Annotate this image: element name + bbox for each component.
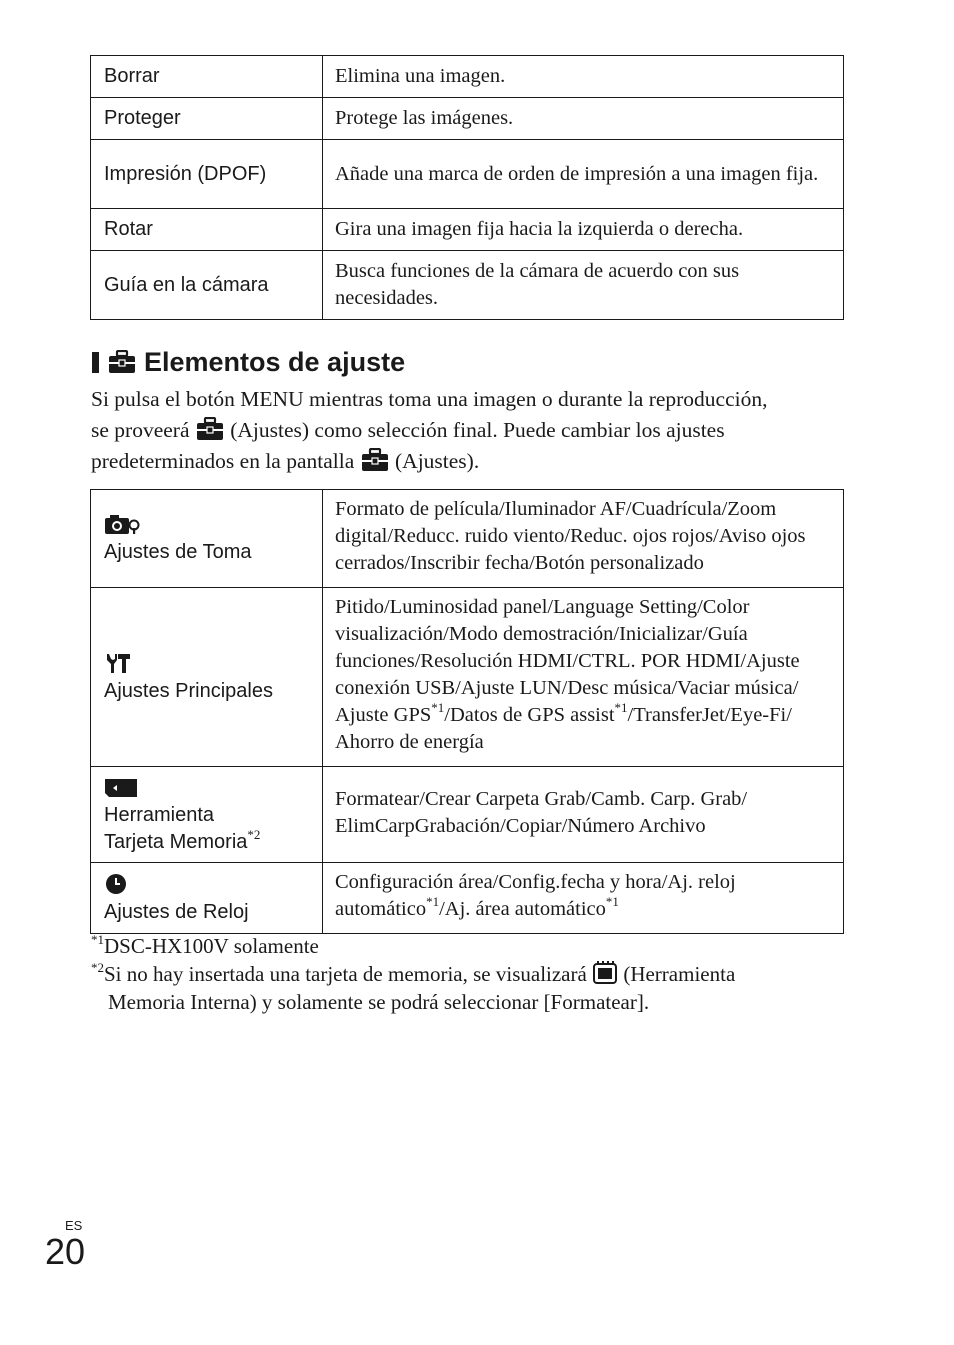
footnote-ref: *1: [605, 894, 619, 909]
table-row: [91, 251, 844, 320]
function-name: Rotar: [91, 209, 323, 251]
settings-category-label: Ajustes de Reloj: [104, 900, 249, 923]
intro-text: (Ajustes).: [395, 449, 480, 473]
settings-items: [323, 490, 844, 588]
intro-line: [91, 415, 851, 446]
table-row: [91, 490, 844, 588]
settings-category: [91, 767, 323, 863]
intro-paragraph: [91, 384, 851, 477]
function-name: Impresión (DPOF): [91, 140, 323, 209]
footnote-ref: *1: [614, 700, 628, 715]
settings-category: [91, 588, 323, 767]
function-description: Elimina una imagen.: [323, 56, 844, 98]
settings-category-label: Ajustes de Toma: [104, 541, 252, 563]
settings-category-label: Herramienta: [104, 803, 215, 826]
settings-items-text: [335, 863, 831, 933]
footnote-mark: *2: [91, 960, 104, 975]
function-description: Protege las imágenes.: [323, 98, 844, 140]
toolbox-icon: [195, 417, 225, 441]
function-description: Gira una imagen fija hacia la izquierda o derecha.: [323, 209, 844, 251]
function-description: Añade una marca de orden de impresión a una imagen fija.: [323, 140, 844, 209]
table-row: [91, 140, 844, 209]
language-code: ES: [65, 1218, 83, 1233]
function-description: Busca funciones de la cámara de acuerdo con sus necesidades.: [323, 251, 844, 320]
footnotes: [91, 932, 851, 1016]
settings-table: [90, 489, 844, 934]
settings-category: [91, 863, 323, 934]
settings-items-part: Pitido/Luminosidad panel/Language Setting/Color visualización/Modo demostración/Inicializar/Guía funciones/Resolución HDMI/CTRL. POR HDMI/Ajuste conexión USB/Ajuste LUN/Desc música/Vaciar música/ Ajuste GPS: [335, 596, 800, 726]
toolbox-icon: [108, 350, 136, 374]
footnote-text: Si no hay insertada una tarjeta de memoria, se visualizará: [104, 962, 587, 986]
footnote: [91, 960, 851, 988]
settings-items-text: [335, 588, 831, 766]
table-row: [91, 767, 844, 863]
footnote-text: (Herramienta: [623, 962, 736, 986]
toolbox-icon: [360, 448, 390, 472]
settings-items-part: /Aj. área automático: [439, 898, 606, 920]
intro-text: (Ajustes) como selección final. Puede cambiar los ajustes: [230, 418, 725, 442]
functions-table: [90, 55, 844, 320]
table-row: [91, 588, 844, 767]
table-row: [91, 98, 844, 140]
intro-text: predeterminados en la pantalla: [91, 449, 355, 473]
settings-items: [323, 863, 844, 934]
settings-items-text: Formato de película/Iluminador AF/Cuadrícula/Zoom digital/Reducc. ruido viento/Reduc. ojos rojos/Aviso ojos cerrados/Inscribir fecha/Botón personalizado: [335, 498, 806, 574]
intro-line: Si pulsa el botón MENU mientras toma una imagen o durante la reproducción,: [91, 387, 768, 411]
memory-card-icon: [104, 776, 140, 798]
function-name: Guía en la cámara: [91, 251, 323, 320]
settings-items-part: Configuración área/Config.fecha y hora/Aj. reloj automático: [335, 871, 736, 920]
function-name: Proteger: [91, 98, 323, 140]
intro-line: [91, 446, 851, 477]
page-number: 20: [45, 1231, 86, 1272]
footnote-text: DSC-HX100V solamente: [104, 934, 319, 958]
settings-items-text: Formatear/Crear Carpeta Grab/Camb. Carp. Grab/ ElimCarpGrabación/Copiar/Número Archivo: [335, 787, 748, 837]
settings-items: [323, 767, 844, 863]
section-title: Elementos de ajuste: [144, 346, 406, 377]
table-row: [91, 209, 844, 251]
footnote-mark: *1: [91, 932, 104, 947]
footnote: [91, 932, 851, 960]
intro-text: se proveerá: [91, 418, 190, 442]
tools-icon: [104, 652, 132, 674]
settings-items-part: /TransferJet/Eye-Fi/ Ahorro de energía: [335, 704, 792, 753]
settings-category: [91, 490, 323, 588]
table-row: [91, 863, 844, 934]
settings-items: [323, 588, 844, 767]
heading-marker: [92, 352, 99, 373]
internal-memory-icon: [592, 961, 618, 985]
footnote-ref: *2: [247, 826, 261, 842]
clock-icon: [104, 873, 130, 895]
table-row: [91, 56, 844, 98]
footnote-ref: *1: [431, 700, 445, 715]
footnote-ref: *1: [426, 894, 440, 909]
settings-items-part: /Datos de GPS assist: [444, 704, 615, 726]
camera-settings-icon: [104, 513, 140, 535]
settings-category-label: Ajustes Principales: [104, 679, 273, 702]
section-heading: [92, 344, 405, 380]
function-name: Borrar: [91, 56, 323, 98]
settings-category-label: Tarjeta Memoria: [104, 830, 248, 853]
footnote-continued: Memoria Interna) y solamente se podrá seleccionar [Formatear].: [108, 990, 650, 1014]
